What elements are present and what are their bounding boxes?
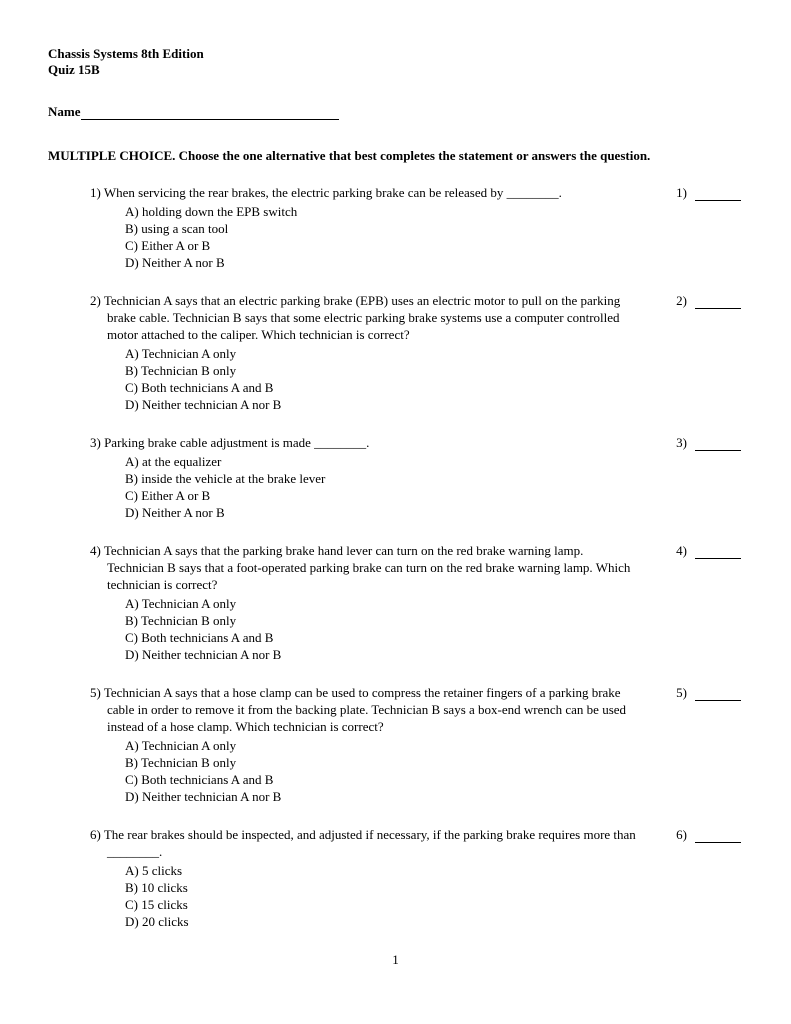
page-number: 1 <box>392 952 399 967</box>
question-block <box>90 184 743 271</box>
question-text: 1) When servicing the rear brakes, the electric parking brake can be released by ________. <box>90 185 562 200</box>
instructions-text: MULTIPLE CHOICE. Choose the one alternative that best completes the statement or answers the question. <box>48 148 651 163</box>
choice-option: C) Both technicians A and B <box>125 380 274 395</box>
question-block <box>90 826 743 930</box>
choice-option: D) Neither A nor B <box>125 255 225 270</box>
choice-option: B) Technician B only <box>125 755 237 770</box>
document-header <box>48 46 743 78</box>
questions-list <box>48 184 743 930</box>
choice-option: A) Technician A only <box>125 596 237 611</box>
choice-option: C) Either A or B <box>125 488 211 503</box>
choice-option: A) at the equalizer <box>125 454 222 469</box>
answer-blank-line[interactable] <box>695 295 741 309</box>
question-main <box>90 542 638 663</box>
question-main <box>90 826 638 930</box>
answer-area <box>676 184 743 201</box>
choice-option: D) Neither technician A nor B <box>125 397 282 412</box>
question-main <box>90 434 638 521</box>
answer-area <box>676 542 743 559</box>
answer-number: 1) <box>676 185 687 200</box>
question-text: 3) Parking brake cable adjustment is made ________. <box>90 435 370 450</box>
question-block <box>90 434 743 521</box>
answer-blank-line[interactable] <box>695 829 741 843</box>
answer-blank-line[interactable] <box>695 187 741 201</box>
answer-area <box>676 434 743 451</box>
question-main <box>90 292 638 413</box>
question-text: 6) The rear brakes should be inspected, and adjusted if necessary, if the parking brake requires more than ________. <box>90 827 636 859</box>
answer-number: 6) <box>676 827 687 842</box>
question-text: 5) Technician A says that a hose clamp can be used to compress the retainer fingers of a parking brake cable in order to remove it from the backing plate. Technician B says a box-end wrench can be used instead of a hose clamp. Which technician is correct? <box>90 685 627 734</box>
choice-option: C) Either A or B <box>125 238 211 253</box>
answer-blank-line[interactable] <box>695 437 741 451</box>
choice-option: B) Technician B only <box>125 363 237 378</box>
question-main <box>90 184 638 271</box>
quiz-number: Quiz 15B <box>48 62 100 77</box>
question-block <box>90 292 743 413</box>
choice-option: D) Neither A nor B <box>125 505 225 520</box>
answer-number: 2) <box>676 293 687 308</box>
choice-option: C) Both technicians A and B <box>125 630 274 645</box>
choice-option: A) Technician A only <box>125 346 237 361</box>
answer-number: 4) <box>676 543 687 558</box>
choice-option: C) 15 clicks <box>125 897 188 912</box>
choice-option: C) Both technicians A and B <box>125 772 274 787</box>
choice-option: D) Neither technician A nor B <box>125 789 282 804</box>
answer-area <box>676 292 743 309</box>
question-block <box>90 684 743 805</box>
choices-list <box>90 203 638 271</box>
choice-option: A) holding down the EPB switch <box>125 204 298 219</box>
question-text: 2) Technician A says that an electric parking brake (EPB) uses an electric motor to pull on the parking brake cable. Technician B says that some electric parking brake systems use a computer controlled motor attached to the caliper. Which technician is correct? <box>90 293 621 342</box>
choices-list <box>90 737 638 805</box>
choices-list <box>90 453 638 521</box>
answer-number: 3) <box>676 435 687 450</box>
document-title: Chassis Systems 8th Edition <box>48 46 204 61</box>
answer-number: 5) <box>676 685 687 700</box>
choice-option: B) using a scan tool <box>125 221 229 236</box>
name-label: Name <box>48 104 81 119</box>
choice-option: A) 5 clicks <box>125 863 183 878</box>
answer-blank-line[interactable] <box>695 687 741 701</box>
name-row <box>48 104 743 120</box>
answer-area <box>676 684 743 701</box>
name-blank-line[interactable] <box>81 105 339 120</box>
choice-option: B) inside the vehicle at the brake lever <box>125 471 326 486</box>
choices-list <box>90 862 638 930</box>
question-text: 4) Technician A says that the parking brake hand lever can turn on the red brake warning lamp. Technician B says that a foot-operated parking brake can turn on the red brake warning lamp. Which technician is correct? <box>90 543 631 592</box>
choices-list <box>90 345 638 413</box>
choices-list <box>90 595 638 663</box>
question-main <box>90 684 638 805</box>
question-block <box>90 542 743 663</box>
choice-option: D) Neither technician A nor B <box>125 647 282 662</box>
choice-option: B) Technician B only <box>125 613 237 628</box>
choice-option: D) 20 clicks <box>125 914 189 929</box>
choice-option: A) Technician A only <box>125 738 237 753</box>
choice-option: B) 10 clicks <box>125 880 188 895</box>
answer-area <box>676 826 743 843</box>
answer-blank-line[interactable] <box>695 545 741 559</box>
